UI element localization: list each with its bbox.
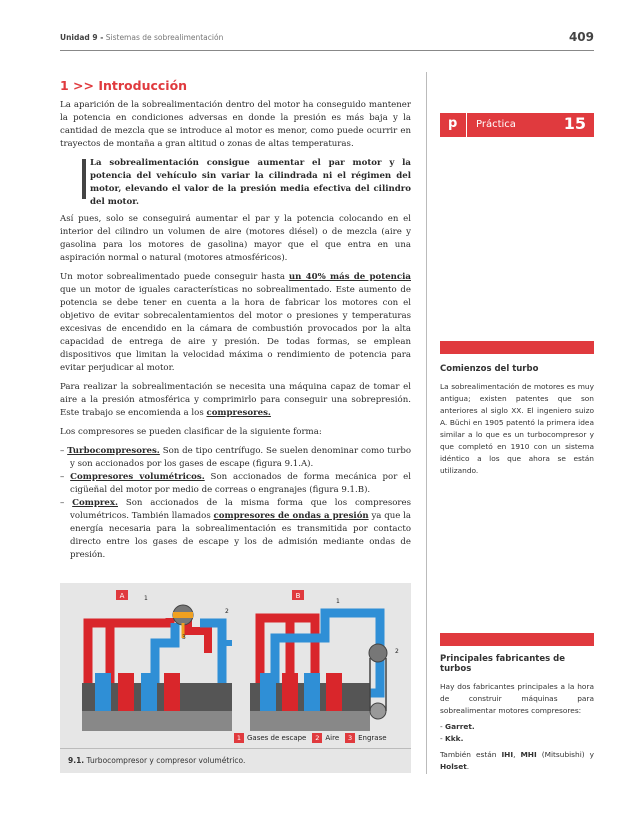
paragraph-classification: Los compresores se pueden clasificar de la siguiente forma:: [60, 427, 322, 437]
box1-text: La sobrealimentación de motores es muy antigua; existen patentes que son anteriores al siglo XX. El ingeniero suizo A. Büchi en 1905 patentó la primera idea similar a lo que es un turbocompresor y que completó en 1910 con un sistema idéntico a los que ahora se están utilizando.: [440, 382, 594, 475]
list-term-turbo: Turbocompresores.: [67, 446, 160, 456]
list-item-comprex: – Comprex. Son accionados de la misma forma que los compresores volumétricos. También llamados compresores de ondas a presión ya que la energía necesaria para la sobrealimentación es transmitida por contacto directo entre los gases de escape y los de admisión mediante ondas de presión.: [60, 498, 412, 560]
tail-e: (Mitsubishi) y: [536, 750, 594, 759]
power-highlight: un 40% más de potencia: [288, 272, 411, 282]
compressors-text: Para realizar la sobrealimentación se necesita una máquina capaz de tomar el aire a la presión atmosférica y comprimirlo para conseguir una sobrepresión. Este trabajo se encomienda a los: [60, 382, 411, 418]
legend-swatch-1: 1: [234, 733, 244, 743]
highlight-bar: [82, 159, 86, 199]
tail-holset: Holset: [440, 762, 467, 771]
caption-number: 9.1.: [68, 756, 85, 765]
highlight-box: [60, 157, 411, 209]
drive-pulley: [370, 703, 386, 719]
list-text-comprex-b: ya que la energía necesaria para la sobrealimentación es transmitida por contacto directo entre los gases de escape y los de admisión mediante ondas de presión.: [70, 511, 411, 560]
box1-title: Comienzos del turbo: [440, 364, 539, 374]
manufacturer-kkk: - Kkk.: [440, 734, 464, 743]
supercharger-body: [369, 644, 387, 662]
list-term-comprex: Comprex.: [72, 498, 118, 508]
power-text-b: que un motor de iguales características no sobrealimentado. Este aumento de potencia se debe tener en cuenta a la hora de fabricar los motores con el objetivo de evitar sobrecalentamientos del motor o presiones y temperaturas excesivas de encendido en la cámara de combustión provocados por la alta capacidad de entrega de aire y presión. De todas formas, se emplean dispositivos que limitan la velocidad máxima o rendimiento de potencia para evitar perjudicar al motor.: [60, 285, 411, 373]
cylinder-b3: [304, 673, 320, 711]
cylinder-b4: [326, 673, 342, 711]
highlight-text: La sobrealimentación consigue aumentar el par motor y la potencia del vehículo sin variar la cilindrada ni el régimen del motor, elevando el valor de la presión media efectiva del cilindro del motor.: [90, 158, 411, 207]
list-item-volumetric: – Compresores volumétricos. Son accionados de forma mecánica por el cigüeñal del motor por medio de correas o engranajes (figura 9.1.B).: [60, 472, 412, 495]
legend-label-2: Aire: [325, 734, 340, 742]
compressors-term: compresores.: [206, 408, 271, 418]
cylinder-a3: [141, 673, 157, 711]
figure-caption: [60, 748, 411, 773]
figure-legend: [234, 733, 387, 743]
sidebar-accent-bar-1: [440, 341, 594, 354]
compressor-list: [60, 445, 411, 562]
main-column: [60, 78, 411, 562]
sidebar-box-manufacturers: [440, 654, 594, 777]
crankcase-a: [82, 711, 232, 731]
manufacturer-name-2: Kkk.: [445, 734, 464, 743]
legend-label-1: Gases de escape: [247, 734, 307, 742]
tail-g: .: [466, 762, 470, 771]
sidebar-box-turbo-history: [440, 364, 594, 481]
list-text-comprex: Son accionados de la misma forma que los compresores volumétricos. También llamados: [70, 498, 412, 521]
practica-number: 15: [563, 114, 586, 133]
label-a: A: [119, 592, 125, 600]
page-header: [60, 30, 594, 48]
sidebar-accent-bar-2: [440, 633, 594, 646]
column-divider: [426, 72, 427, 774]
panel-b-volumetric: [250, 590, 399, 731]
caption-text: Turbocompresor y compresor volumétrico.: [86, 756, 246, 765]
callout-1-a: 1: [144, 595, 148, 602]
manufacturer-name-1: Garret.: [445, 722, 475, 731]
legend-item-air: [312, 733, 339, 743]
section-title: 1 >> Introducción: [60, 78, 188, 93]
tail-mhi: MHI: [520, 750, 537, 759]
callout-2-a: 2: [225, 608, 229, 615]
cylinder-a1: [95, 673, 111, 711]
list-text-turbo: Son de tipo centrífugo. Se suelen denominar como turbo y son accionados por los gases de escape (figura 9.1.A).: [70, 446, 412, 469]
practica-separator: [466, 113, 467, 137]
box2-text: Hay dos fabricantes principales a la hora de construir máquinas para sobrealimentar motores compresores:: [440, 682, 594, 715]
legend-swatch-3: 3: [345, 733, 355, 743]
paragraph-power: [60, 271, 411, 375]
list-term-waves: compresores de ondas a presión: [213, 511, 369, 521]
paragraph-volume: Así pues, solo se conseguirá aumentar el par y la potencia colocando en el interior del cilindro un volumen de aire (motores diésel) o de mezcla (aire y gasolina para los motores de gasolina) mayor que el que entra en una aspiración normal o natural (motores atmosféricos).: [60, 214, 411, 263]
cylinder-a2: [118, 673, 134, 711]
engine-diagram: [60, 583, 411, 748]
cylinder-a4: [164, 673, 180, 711]
figure-9-1: [60, 583, 411, 773]
panel-a-turbo: [82, 590, 232, 731]
list-item-turbo: – Turbocompresores. Son de tipo centrífugo. Se suelen denominar como turbo y son accionados por los gases de escape (figura 9.1.A).: [60, 446, 412, 469]
turbo-shaft: [173, 612, 193, 618]
callout-2-b: 2: [395, 648, 399, 655]
unit-label: Unidad 9 -: [60, 33, 104, 42]
cylinder-b1: [260, 673, 276, 711]
callout-1-b: 1: [336, 598, 340, 605]
tail-ihi: IHI: [501, 750, 514, 759]
practica-letter: p: [448, 116, 458, 131]
power-text-a: Un motor sobrealimentado puede conseguir hasta: [60, 272, 289, 282]
page-number: 409: [568, 30, 594, 44]
tail-c: ,: [513, 750, 521, 759]
list-text-volumetric: Son accionados de forma mecánica por el cigüeñal del motor por medio de correas o engranajes (figura 9.1.B).: [70, 472, 412, 495]
unit-breadcrumb: [60, 33, 223, 42]
box2-tail: [440, 749, 594, 773]
list-term-volumetric: Compresores volumétricos.: [70, 472, 205, 482]
legend-item-oil: [345, 733, 386, 743]
unit-subtitle: Sistemas de sobrealimentación: [105, 33, 224, 42]
cylinder-b2: [282, 673, 298, 711]
box2-title: Principales fabricantes de turbos: [440, 654, 566, 674]
legend-swatch-2: 2: [312, 733, 322, 743]
manufacturer-garret: - Garret.: [440, 722, 475, 731]
practica-tag: [440, 113, 594, 137]
legend-label-3: Engrase: [358, 734, 387, 742]
practica-label: Práctica: [476, 119, 516, 130]
header-divider: [60, 50, 594, 51]
paragraph-intro: La aparición de la sobrealimentación dentro del motor ha conseguido mantener la potencia en condiciones adversas en donde la presión es más baja y la cantidad de mezcla que se introduce al motor es menor, como puede ocurrir en trayectos de montaña a gran altitud o zonas de altas temperaturas.: [60, 100, 411, 149]
label-b: B: [295, 592, 301, 600]
callout-3-a: 3: [182, 634, 186, 641]
tail-a: También están: [440, 750, 502, 759]
legend-item-exhaust: [234, 733, 306, 743]
crankcase-b: [250, 711, 370, 731]
paragraph-compressors: [60, 381, 411, 420]
